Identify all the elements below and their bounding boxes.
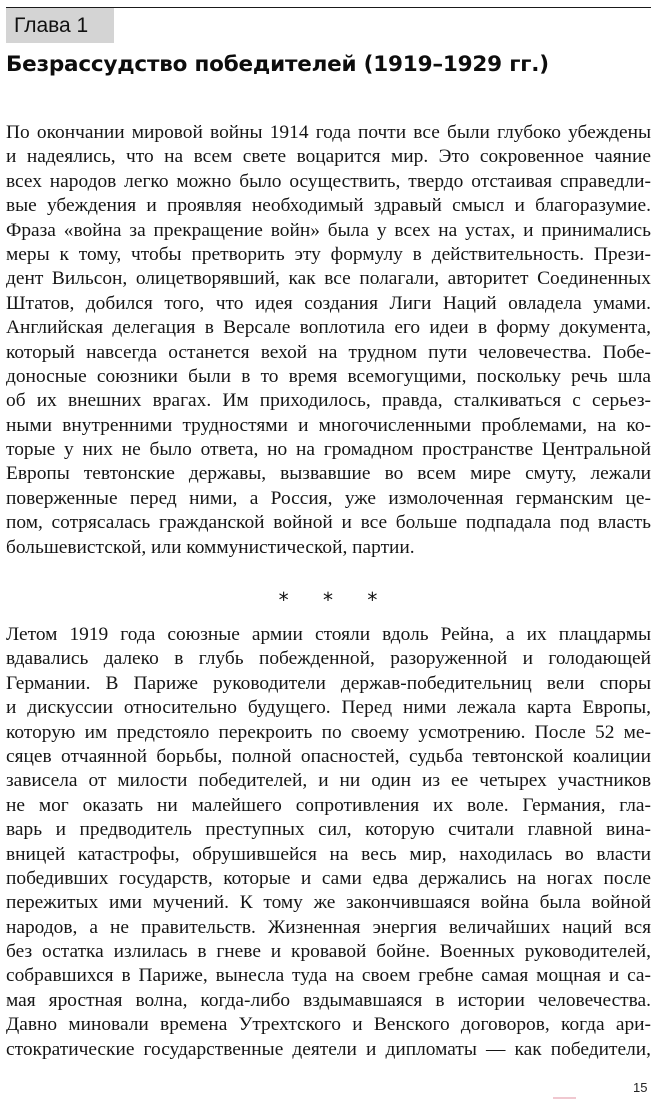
paragraph-2 (6, 623, 651, 1062)
text-line: дент Вильсон, олицетворявший, как все полагали, авторитет Соединенных (6, 268, 651, 290)
text-line: По окончании мировой войны 1914 года почти все были глубоко убеждены (6, 122, 651, 143)
text-line: ными внутренними трудностями и многочисленными проблемами, на ко- (6, 414, 651, 436)
text-line: большевистской, или коммунистической, партии. (6, 536, 415, 558)
page-number: 15 (633, 1080, 648, 1095)
section-divider: * * * (278, 588, 392, 612)
paragraph-1 (6, 121, 651, 560)
text-line: поверженные перед ними, а Россия, уже измолоченная германским це- (6, 487, 651, 509)
text-line: вые убеждения и проявляя необходимый здравый смысл и благоразумие. (6, 195, 651, 217)
text-line: народов, а не правительств. Жизненная энергия величайших наций вся (6, 916, 651, 938)
text-line: сяцев отчаянной борьбы, полной опасностей, судьба тевтонской коалиции (6, 745, 651, 767)
text-line: и надеялись, что на всем свете воцарится мир. Это сокровенное чаяние (6, 146, 651, 168)
text-line: не мог оказать ни малейшего сопротивления их воле. Германия, гла- (6, 794, 651, 816)
text-line: торые у них не было ответа, но на громадном пространстве Центральной (6, 439, 651, 461)
text-line: вдавались далеко в глубь побежденной, разоруженной и голодающей (6, 648, 651, 670)
text-line: Штатов, добился того, что идея создания Лиги Наций овладела умами. (6, 292, 651, 314)
text-line: Фраза «война за прекращение войн» была у всех на устах, и принимались (6, 219, 651, 241)
text-line: варь и предводитель преступных сил, которую считали главной вина- (6, 819, 651, 841)
text-line: Давно миновали времена Утрехтского и Венского договоров, когда ари- (6, 1014, 651, 1036)
text-line: Германии. В Париже руководители держав-победительниц вели споры (6, 672, 651, 694)
text-line: об их внешних врагах. Им приходилось, правда, сталкиваться с серьез- (6, 390, 651, 412)
text-line: Летом 1919 года союзные армии стояли вдоль Рейна, а их плацдармы (6, 624, 651, 645)
text-line: зависела от милости победителей, и ни один из ее четырех участников (6, 770, 651, 792)
text-line: пом, сотрясалась гражданской войной и все больше подпадала под власть (6, 512, 651, 534)
text-line: всех народов легко можно было осуществить, твердо отстаивая справедли- (6, 170, 651, 192)
text-line: пережитых ими мучений. К тому же закончившаяся война была войной (6, 892, 651, 914)
text-line: который навсегда останется вехой на трудном пути человечества. Побе- (6, 341, 651, 363)
text-line: собравшихся в Париже, вынесла туда на своем гребне самая мощная и са- (6, 965, 651, 987)
text-line: стократические государственные деятели и дипломаты — как победители, (6, 1038, 651, 1060)
text-line: мая яростная волна, когда-либо вздымавшаяся в истории человечества. (6, 989, 651, 1011)
text-line: доносные союзники были в то время всемогущими, поскольку речь шла (6, 365, 651, 387)
text-line: Английская делегация в Версале воплотила его идеи в форму документа, (6, 317, 651, 339)
text-line: меры к тому, чтобы претворить эту формулу в действительность. Прези- (6, 243, 651, 265)
text-line: Европы тевтонские державы, вызвавшие во всем мире смуту, лежали (6, 463, 651, 485)
chapter-title: Безрассудство победителей (1919–1929 гг.) (6, 52, 549, 77)
text-line: и дискуссии относительно будущего. Перед ними лежала карта Европы, (6, 697, 651, 719)
chapter-label: Глава 1 (6, 8, 114, 43)
text-line: которую им предстояло перекроить по своему усмотрению. После 52 ме- (6, 721, 651, 743)
folio-mark (553, 1097, 576, 1099)
text-line: без остатка излилась в гневе и кровавой бойне. Военных руководителей, (6, 941, 651, 963)
text-line: победивших государств, которые и сами едва держались на ногах после (6, 867, 651, 889)
text-line: вницей катастрофы, обрушившейся на весь мир, находилась во власти (6, 843, 651, 865)
